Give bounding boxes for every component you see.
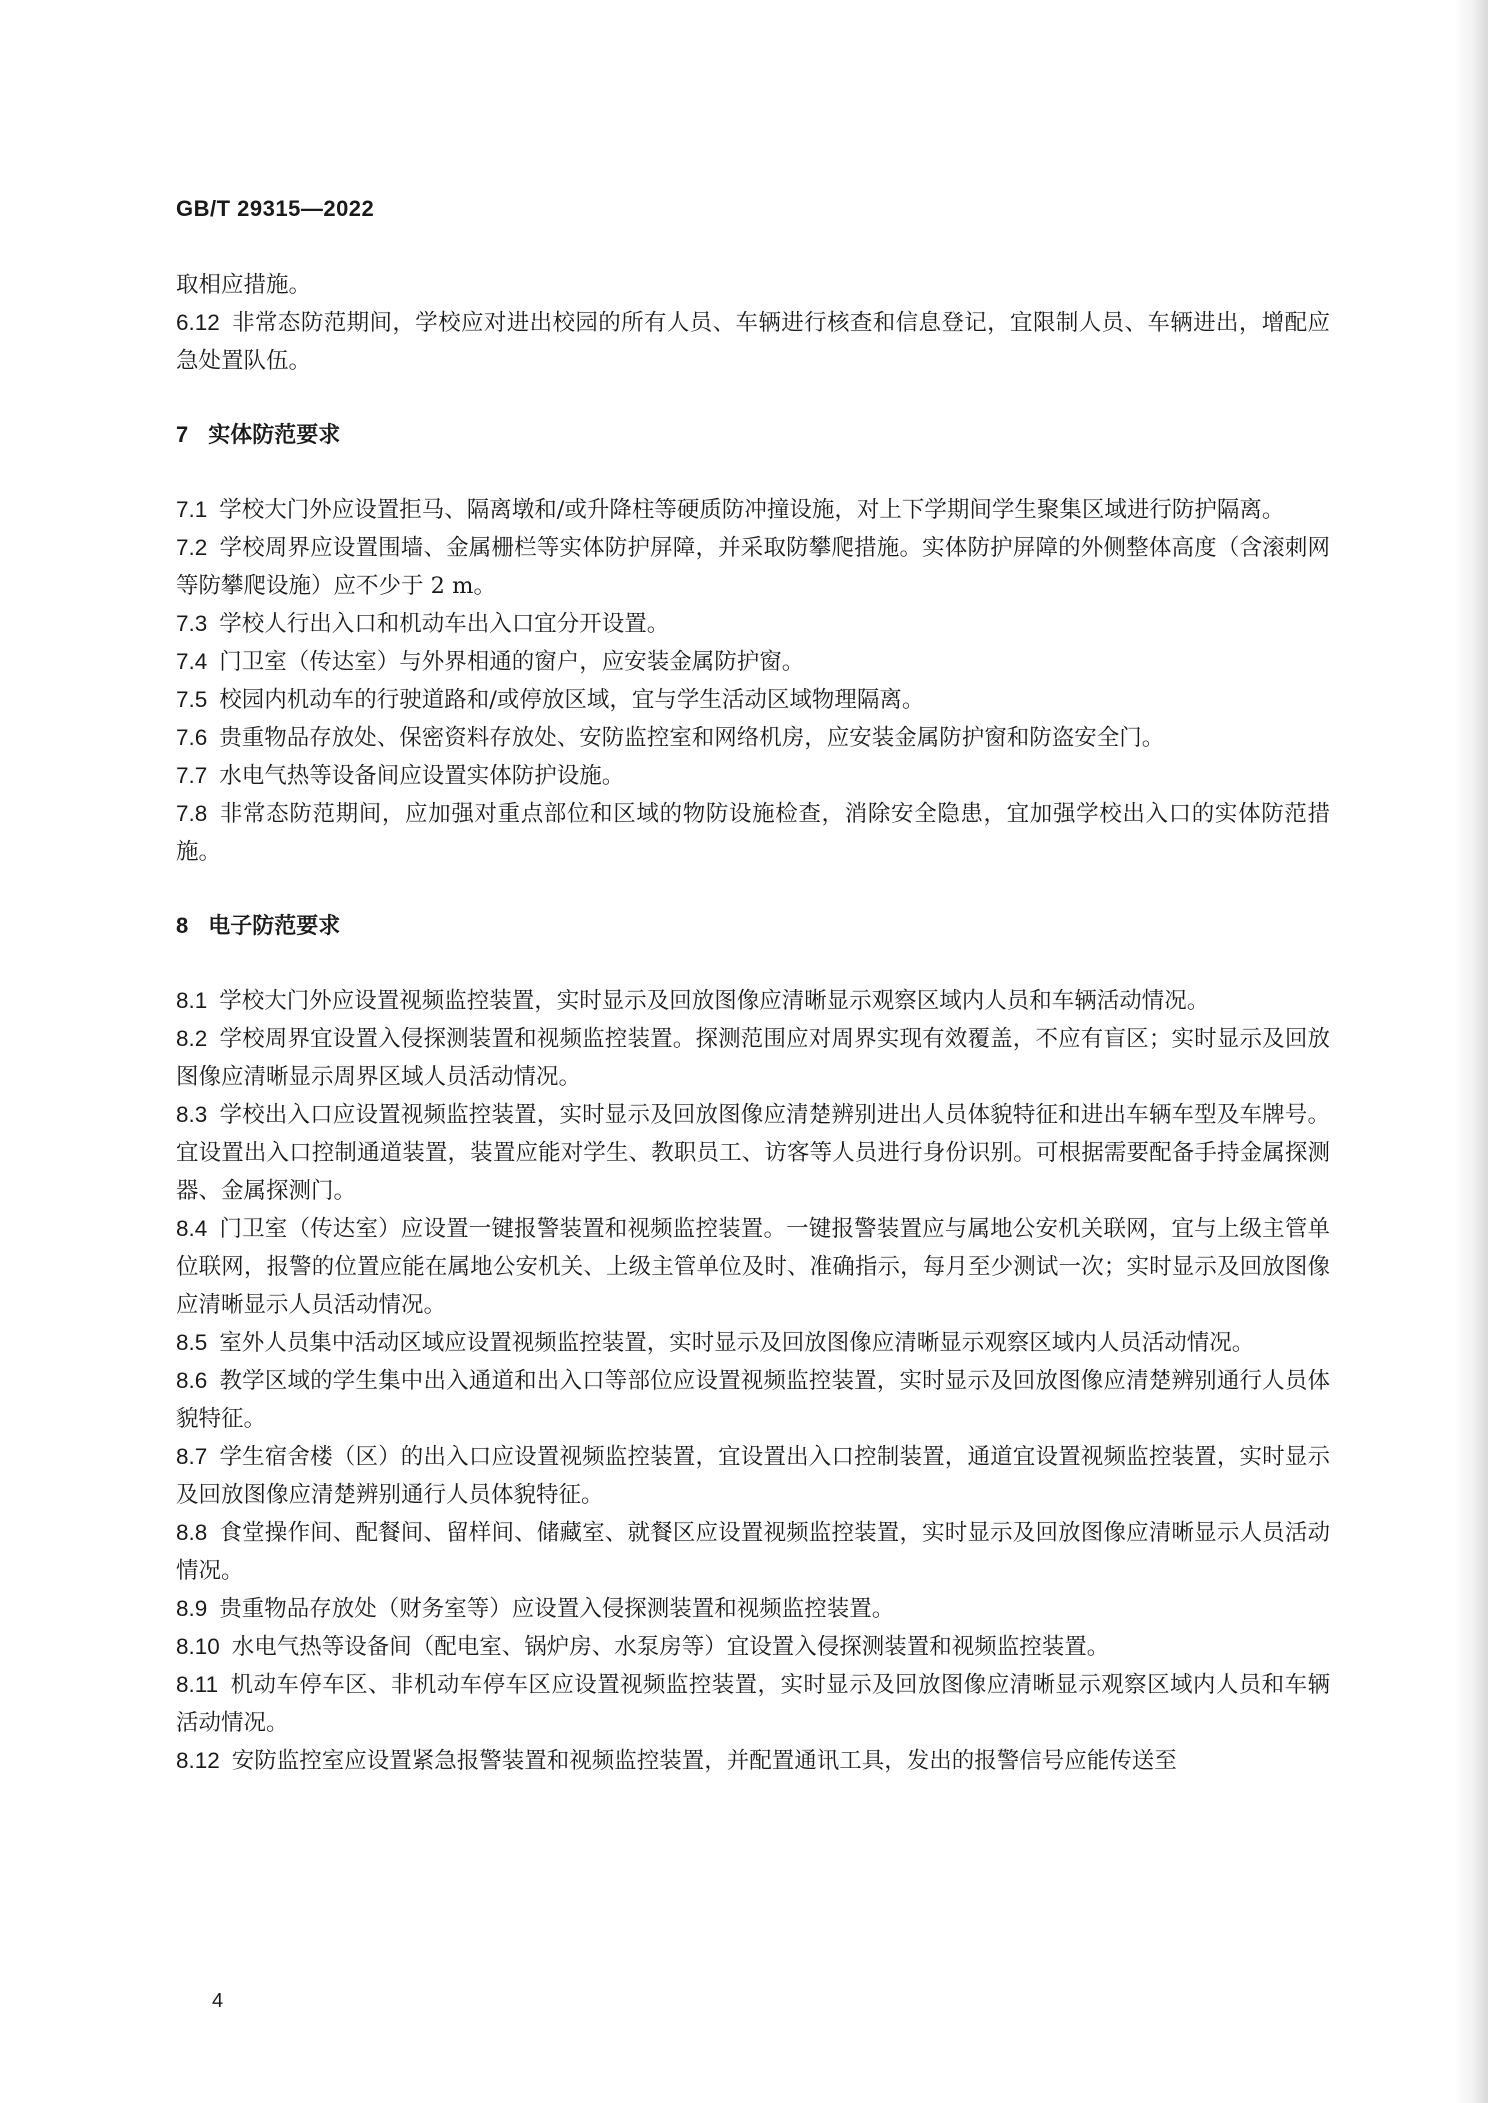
clause-number: 7.5 (176, 687, 208, 712)
clause-paragraph (176, 605, 1330, 643)
clause-number: 7.2 (176, 535, 208, 560)
clause-text: 学校大门外应设置视频监控装置，实时显示及回放图像应清晰显示观察区域内人员和车辆活动情况。 (219, 988, 1210, 1014)
clause-text: 门卫室（传达室）应设置一键报警装置和视频监控装置。一键报警装置应与属地公安机关联网，宜与上级主管单位联网，报警的位置应能在属地公安机关、上级主管单位及时、准确指示，每月至少测试一次；实时显示及回放图像应清晰显示人员活动情况。 (176, 1216, 1330, 1318)
clause-text: 学校人行出入口和机动车出入口宜分开设置。 (219, 611, 670, 637)
clause-number: 8.3 (176, 1102, 208, 1127)
clause-text: 水电气热等设备间（配电室、锅炉房、水泵房等）宜设置入侵探测装置和视频监控装置。 (231, 1634, 1110, 1660)
clause-number: 8.12 (176, 1748, 220, 1773)
clause-number: 7.8 (176, 801, 208, 826)
clause-text: 贵重物品存放处（财务室等）应设置入侵探测装置和视频监控装置。 (219, 1596, 895, 1622)
clause-text: 学校周界应设置围墙、金属栅栏等实体防护屏障，并采取防攀爬措施。实体防护屏障的外侧整体高度（含滚刺网等防攀爬设施）应不少于 2 m。 (176, 535, 1330, 599)
clause-text: 贵重物品存放处、保密资料存放处、安防监控室和网络机房，应安装金属防护窗和防盗安全门。 (219, 725, 1165, 751)
page-edge-shadow (1454, 0, 1488, 2103)
clause-number: 8.6 (176, 1368, 208, 1393)
clause-number: 7.6 (176, 725, 208, 750)
clause-number: 8.7 (176, 1444, 208, 1469)
section-heading (176, 416, 1330, 455)
clause-paragraph (176, 1590, 1330, 1628)
clause-paragraph (176, 719, 1330, 757)
clause-text: 教学区域的学生集中出入通道和出入口等部位应设置视频监控装置，实时显示及回放图像应清楚辨别通行人员体貌特征。 (176, 1368, 1330, 1432)
clause-number: 8 (176, 913, 189, 938)
clause-paragraph (176, 1020, 1330, 1096)
clause-paragraph (176, 1438, 1330, 1514)
clause-number: 7.7 (176, 763, 208, 788)
clause-number: 8.4 (176, 1216, 208, 1241)
clause-text: 室外人员集中活动区域应设置视频监控装置，实时显示及回放图像应清晰显示观察区域内人员活动情况。 (219, 1330, 1255, 1356)
clause-paragraph (176, 491, 1330, 529)
clause-number: 8.9 (176, 1596, 208, 1621)
clause-paragraph (176, 1514, 1330, 1590)
clause-number: 7.1 (176, 497, 208, 522)
clause-paragraph (176, 1666, 1330, 1742)
clause-text: 校园内机动车的行驶道路和/或停放区域，宜与学生活动区域物理隔离。 (219, 687, 925, 713)
clause-text: 实体防范要求 (208, 423, 341, 448)
clause-number: 7 (176, 422, 189, 447)
clause-number: 8.8 (176, 1520, 208, 1545)
clause-number: 8.2 (176, 1026, 208, 1051)
clause-text: 非常态防范期间，应加强对重点部位和区域的物防设施检查，消除安全隐患，宜加强学校出入口的实体防范措施。 (176, 801, 1330, 865)
clause-paragraph (176, 795, 1330, 871)
clause-text: 学校周界宜设置入侵探测装置和视频监控装置。探测范围应对周界实现有效覆盖，不应有盲区；实时显示及回放图像应清晰显示周界区域人员活动情况。 (176, 1026, 1330, 1090)
clause-text: 食堂操作间、配餐间、留样间、储藏室、就餐区应设置视频监控装置，实时显示及回放图像应清晰显示人员活动情况。 (176, 1520, 1330, 1584)
clause-text: 水电气热等设备间应设置实体防护设施。 (219, 763, 625, 789)
clause-number: 8.5 (176, 1330, 208, 1355)
clause-paragraph (176, 982, 1330, 1020)
clause-paragraph (176, 1362, 1330, 1438)
clause-text: 学生宿舍楼（区）的出入口应设置视频监控装置，宜设置出入口控制装置，通道宜设置视频监控装置，实时显示及回放图像应清楚辨别通行人员体貌特征。 (176, 1444, 1330, 1508)
clause-paragraph (176, 1628, 1330, 1666)
clause-text: 学校大门外应设置拒马、隔离墩和/或升降柱等硬质防冲撞设施，对上下学期间学生聚集区域进行防护隔离。 (219, 497, 1285, 523)
clause-paragraph (176, 757, 1330, 795)
clause-text: 学校出入口应设置视频监控装置，实时显示及回放图像应清楚辨别进出人员体貌特征和进出车辆车型及车牌号。宜设置出入口控制通道装置，装置应能对学生、教职员工、访客等人员进行身份识别。可根据需要配备手持金属探测器、金属探测门。 (176, 1102, 1330, 1204)
standard-id: GB/T 29315—2022 (176, 196, 375, 221)
clause-text: 电子防范要求 (208, 914, 341, 939)
page-number: 4 (212, 1990, 224, 2012)
clause-paragraph (176, 681, 1330, 719)
document-body (176, 266, 1330, 1780)
clause-text: 机动车停车区、非机动车停车区应设置视频监控装置，实时显示及回放图像应清晰显示观察区域内人员和车辆活动情况。 (176, 1672, 1330, 1736)
clause-paragraph (176, 1096, 1330, 1210)
clause-number: 6.12 (176, 310, 220, 335)
clause-number: 8.1 (176, 988, 208, 1013)
clause-paragraph (176, 643, 1330, 681)
clause-number: 7.3 (176, 611, 208, 636)
clause-paragraph (176, 266, 1330, 304)
clause-number: 8.10 (176, 1634, 220, 1659)
clause-paragraph (176, 529, 1330, 605)
clause-paragraph (176, 1210, 1330, 1324)
clause-text: 安防监控室应设置紧急报警装置和视频监控装置，并配置通讯工具，发出的报警信号应能传送至 (231, 1748, 1177, 1774)
clause-text: 取相应措施。 (176, 272, 312, 298)
clause-text: 门卫室（传达室）与外界相通的窗户，应安装金属防护窗。 (219, 649, 805, 675)
clause-text: 非常态防范期间，学校应对进出校园的所有人员、车辆进行核查和信息登记，宜限制人员、车辆进出，增配应急处置队伍。 (176, 310, 1330, 374)
clause-number: 8.11 (176, 1672, 219, 1697)
clause-paragraph (176, 1324, 1330, 1362)
clause-paragraph (176, 1742, 1330, 1780)
section-heading (176, 907, 1330, 946)
clause-paragraph (176, 304, 1330, 380)
clause-number: 7.4 (176, 649, 208, 674)
